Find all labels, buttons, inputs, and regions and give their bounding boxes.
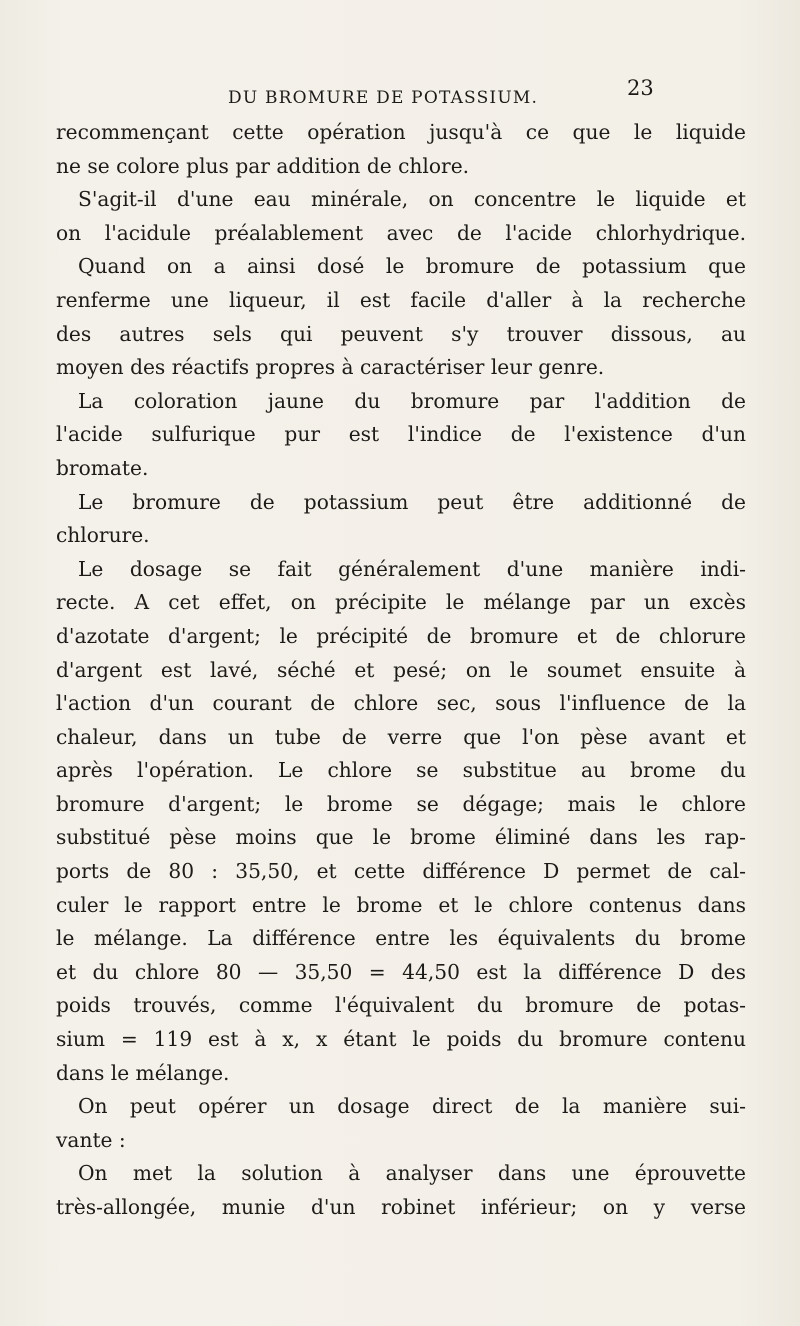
text-line: d'argent est lavé, séché et pesé; on le soumet ensuite à [56,657,746,682]
text-line: bromure d'argent; le brome se dégage; mais le chlore [56,791,746,816]
text-line: S'agit-il d'une eau minérale, on concentre le liquide et [78,187,746,212]
text-line: La coloration jaune du bromure par l'addition de [78,388,746,413]
text-line: chaleur, dans un tube de verre que l'on pèse avant et [56,724,746,749]
running-head: DU BROMURE DE POTASSIUM. [228,88,539,108]
text-line: renferme une liqueur, il est facile d'aller à la recherche [56,287,746,312]
text-line: On peut opérer un dosage direct de la manière sui- [78,1094,746,1119]
text-line: et du chlore 80 — 35,50 = 44,50 est la différence D des [56,959,746,984]
text-line: après l'opération. Le chlore se substitue au brome du [56,758,746,783]
text-line: recommençant cette opération jusqu'à ce que le liquide [56,120,746,144]
text-line: Le bromure de potassium peut être additionné de [78,489,746,514]
text-line: dans le mélange. [56,1060,230,1085]
text-line: bromate. [56,455,149,480]
text-line: poids trouvés, comme l'équivalent du bromure de potas- [56,993,746,1018]
text-line: ports de 80 : 35,50, et cette différence D permet de cal- [56,859,746,884]
text-line: On met la solution à analyser dans une éprouvette [78,1161,746,1186]
text-line: on l'acidule préalablement avec de l'acide chlorhydrique. [56,220,746,245]
text-line: moyen des réactifs propres à caractériser leur genre. [56,355,605,380]
text-line: des autres sels qui peuvent s'y trouver dissous, au [56,321,746,346]
text-line: d'azotate d'argent; le précipité de bromure et de chlorure [56,623,746,648]
text-line: substitué pèse moins que le brome éliminé dans les rap- [56,825,746,850]
text-line: le mélange. La différence entre les équivalents du brome [56,926,746,951]
text-line: chlorure. [56,523,150,548]
text-line: très-allongée, munie d'un robinet inférieur; on y verse [56,1195,746,1219]
page-number: 23 [627,76,654,100]
text-line: recte. A cet effet, on précipite le mélange par un excès [56,590,746,615]
body-text [56,116,746,1225]
text-line: culer le rapport entre le brome et le chlore contenus dans [56,892,746,917]
text-line: l'acide sulfurique pur est l'indice de l'existence d'un [56,422,746,447]
text-line: Quand on a ainsi dosé le bromure de potassium que [78,254,746,279]
text-line: l'action d'un courant de chlore sec, sous l'influence de la [56,691,746,716]
text-line: sium = 119 est à x, x étant le poids du bromure contenu [56,1027,746,1052]
text-line: ne se colore plus par addition de chlore. [56,153,470,178]
text-line: Le dosage se fait généralement d'une manière indi- [78,556,746,581]
text-line: vante : [56,1127,126,1152]
